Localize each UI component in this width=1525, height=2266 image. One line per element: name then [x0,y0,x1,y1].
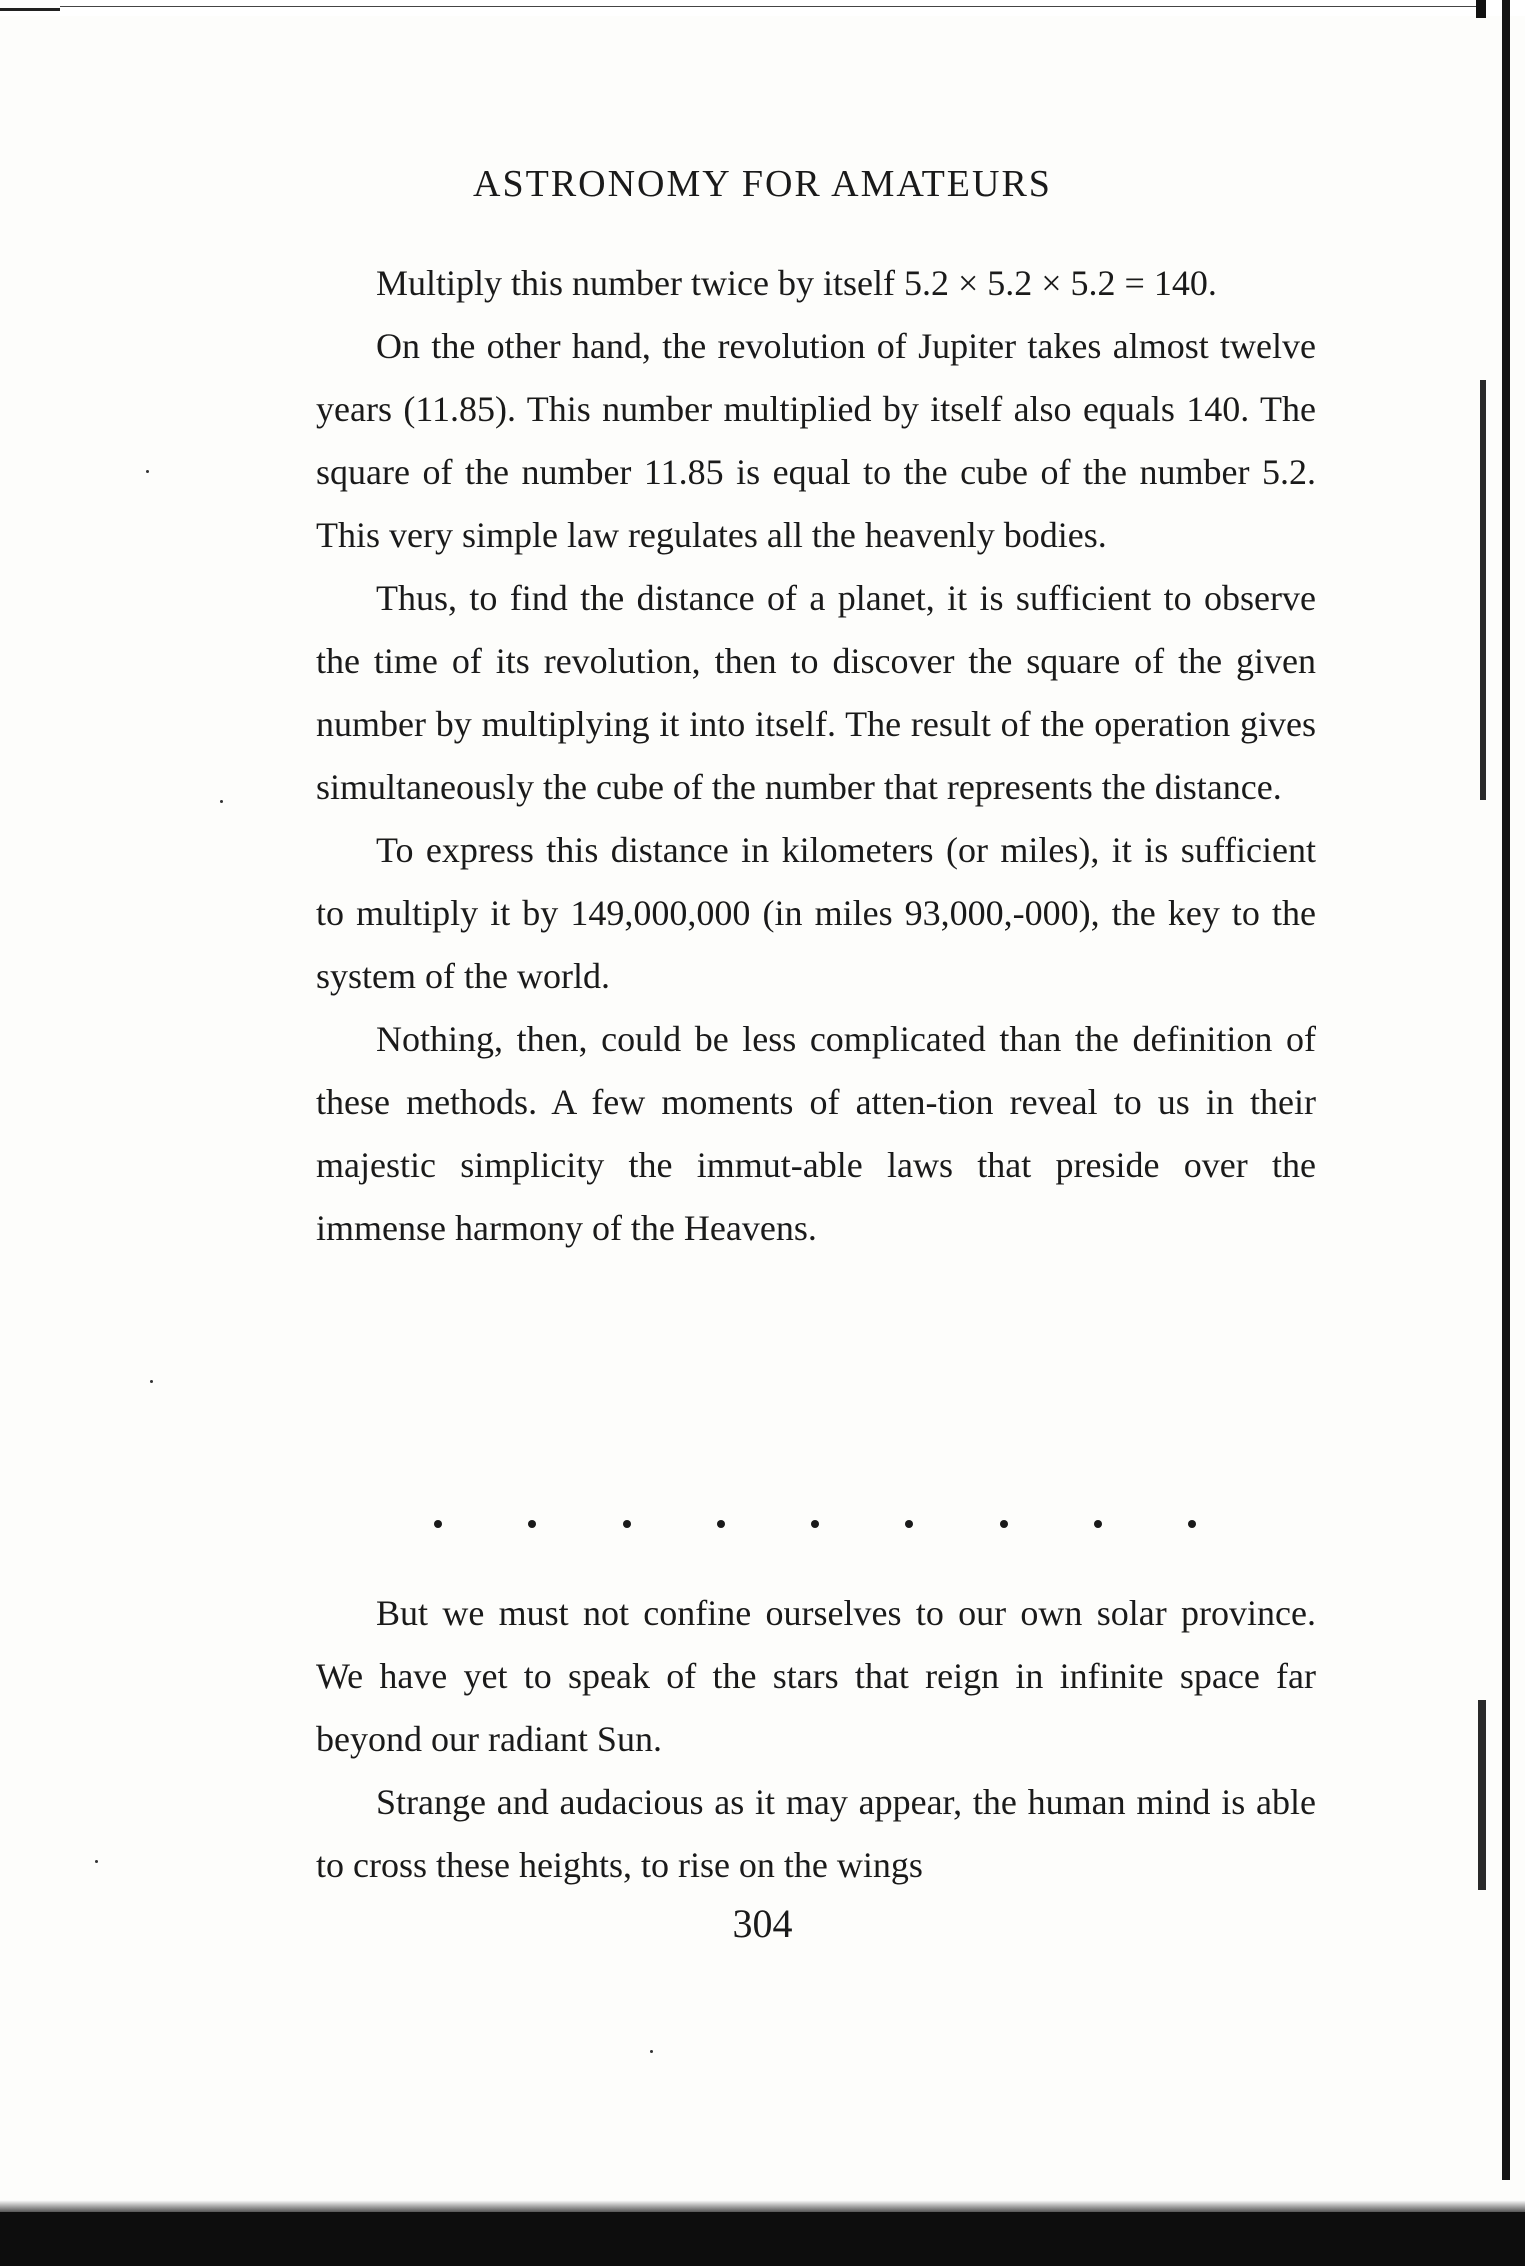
scan-bottom-edge [0,2212,1525,2266]
page-number: 304 [732,1901,793,1946]
dot [1188,1520,1196,1528]
scan-speck [150,1380,153,1383]
body-text-continued [316,1582,1316,1897]
dot [1094,1520,1102,1528]
paragraph: Thus, to find the distance of a planet, it is sufficient to observe the time of its revolution, then to discover the square of the given number by multiplying it into itself. The result of the operation gives simultaneously the cube of the number that represents the distance. [316,578,1316,807]
scan-right-mark [1478,1700,1486,1890]
paragraph: Nothing, then, could be less complicated than the definition of these methods. A few moments of atten-tion reveal to us in their majestic simplicity the immut-able laws that preside over the immense harmony of the Heavens. [316,1019,1316,1248]
paragraph: Strange and audacious as it may appear, the human mind is able to cross these heights, to rise on the wings [316,1782,1316,1885]
scan-corner-mark [1476,0,1486,18]
paragraph: On the other hand, the revolution of Jupiter takes almost twelve years (11.85). This number multiplied by itself also equals 140. The square of the number 11.85 is equal to the cube of the number 5.2. This very simple law regulates all the heavenly bodies. [316,326,1316,555]
scan-top-edge [0,0,1525,16]
running-head: ASTRONOMY FOR AMATEURS [473,163,1052,205]
dot [528,1520,536,1528]
scan-right-mark [1480,380,1486,800]
section-break-dots [316,1520,1316,1528]
dot [1000,1520,1008,1528]
scan-speck [650,2050,653,2053]
scan-speck [220,800,223,803]
paragraph: Multiply this number twice by itself 5.2 × 5.2 × 5.2 = 140. [376,263,1217,303]
scan-top-mark [0,8,60,11]
body-text [316,252,1316,1260]
paragraph: To express this distance in kilometers (or miles), it is sufficient to multiply it by 149,000,000 (in miles 93,000,-000), the key to the system of the world. [316,830,1316,996]
dot [434,1520,442,1528]
scan-right-edge [1502,0,1510,2180]
dot [905,1520,913,1528]
scan-speck [95,1860,98,1863]
paragraph: But we must not confine ourselves to our own solar province. We have yet to speak of the stars that reign in infinite space far beyond our radiant Sun. [316,1593,1316,1759]
scan-speck [146,470,149,473]
dot [811,1520,819,1528]
dot [717,1520,725,1528]
dot [623,1520,631,1528]
scan-top-rule [60,6,1480,7]
